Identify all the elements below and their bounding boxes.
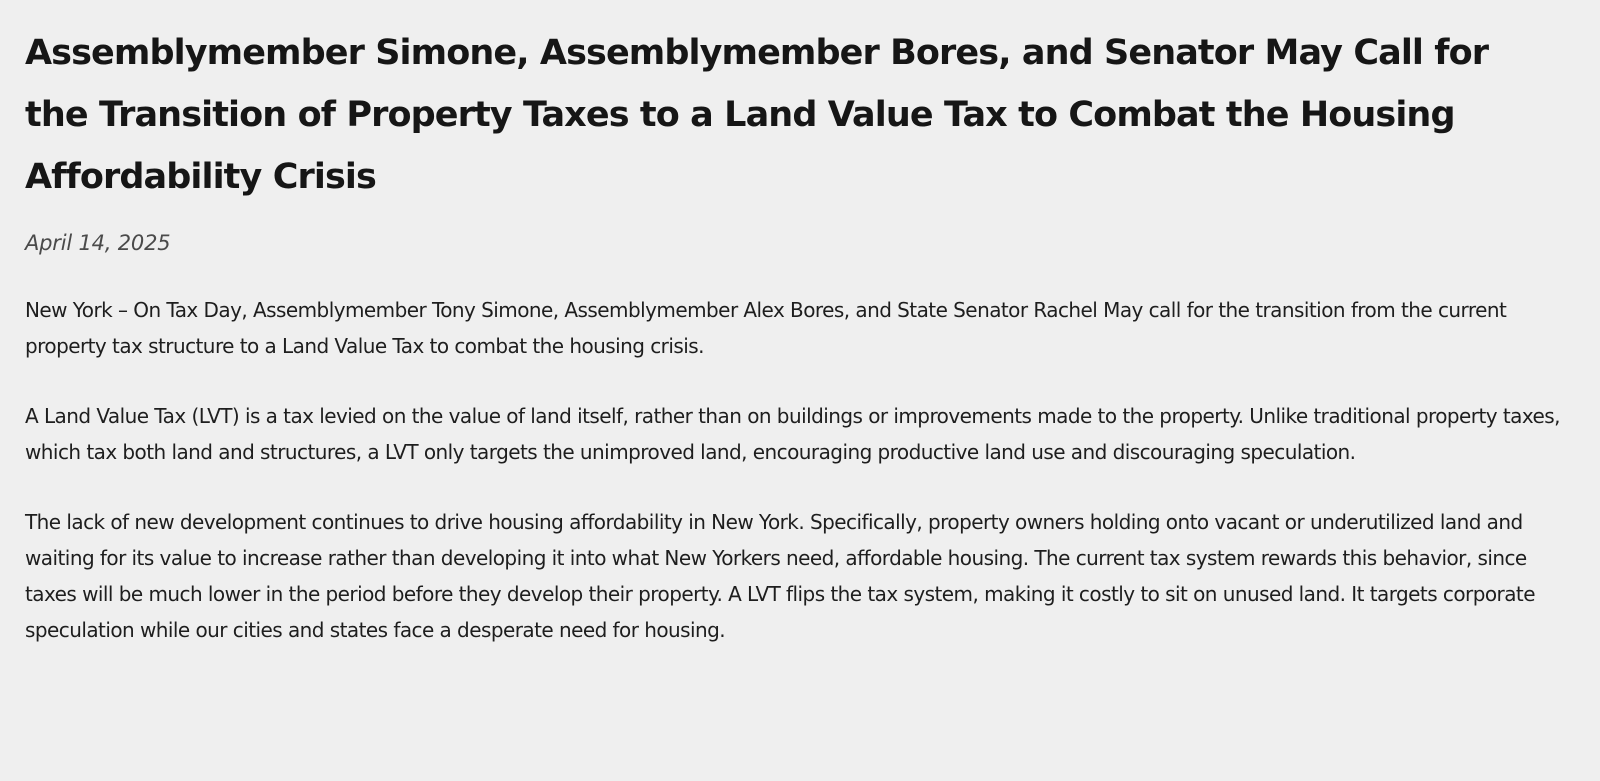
article-body [25,292,1560,648]
paragraph-development: The lack of new development continues to drive housing affordability in New York. Specifically, property owners holding onto vacant or underutilized land and waiting for its value to increase rather than developing it into what New Yorkers need, affordable housing. The current tax system rewards this behavior, since taxes will be much lower in the period before they develop their property. A LVT flips the tax system, making it costly to sit on unused land. It targets corporate speculation while our cities and states face a desperate need for housing. [25,510,1535,642]
paragraph-lvt-definition: A Land Value Tax (LVT) is a tax levied on the value of land itself, rather than on buildings or improvements made to the property. Unlike traditional property taxes, which tax both land and structures, a LVT only targets the unimproved land, encouraging productive land use and discouraging speculation. [25,404,1560,464]
paragraph-intro: New York – On Tax Day, Assemblymember Tony Simone, Assemblymember Alex Bores, and State Senator Rachel May call for the transition from the current property tax structure to a Land Value Tax to combat the housing crisis. [25,298,1507,358]
publish-date: April 14, 2025 [25,231,171,255]
article-title: Assemblymember Simone, Assemblymember Bores, and Senator May Call for the Transition of Property Taxes to a Land Value Tax to Combat the Housing Affordability Crisis [25,33,1489,197]
